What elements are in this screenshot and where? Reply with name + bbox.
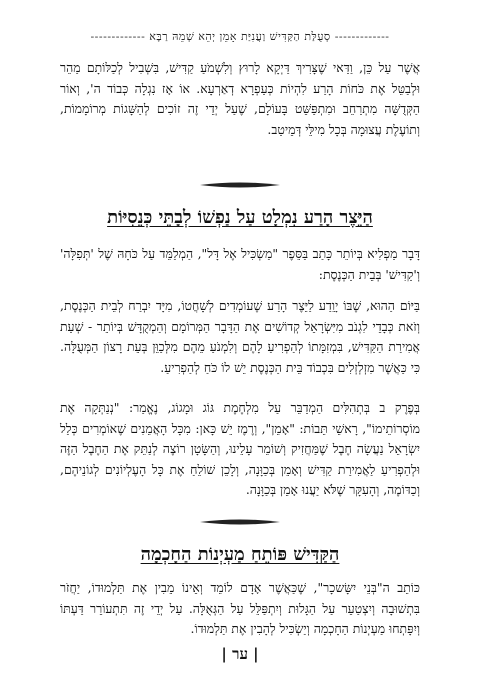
section-divider-2 (0, 518, 480, 526)
section1-paragraph: אֲשֶׁר עַל כֵּן, וַדַּאי שֶׁצָּרִיךְ דַּיְקָא לָרוּץ וְלִשְׁמֹעַ קַדִּישׁ, בִּשְׁבִיל לְכַלּוֹתָם מַהֵר וּלְבַטֵּל אֶת כֹּחוֹת הָרַע לִהְיוֹת כְּעַפְרָא דְאַרְעָא. אוֹ אָז נִגְלָה כְּבוֹד ה', וְאוֹר הַקְּדֻשָּׁה מִתְרַחֵב וּמִתְפַּשֵּׁט בָּעוֹלָם, שֶׁעַל יְדֵי זֶה זוֹכִים לְהַשָּׁגוֹת מְרוֹמָמוֹת, וְתוֹעֶלֶת עֲצוּמָה בְּכָל מִילֵּי דְּמֵיטַב. (60, 60, 420, 137)
divider-ornament-icon (200, 181, 280, 189)
section2-paragraph2: בַּיּוֹם הַהוּא, שֶׁבּוֹ יָוֵדַע לַיֵּצֶר הָרַע שֶׁעוֹמְדִים לְשָׁחֲטוֹ, מִיָּד יִבְרַח לְבֵית הַכְּנֶסֶת, וְזֹאת כְּבָדֵי לִגְנֹב מִיִּשְׂרָאֵל קְדוֹשִׁים אֶת הַדָּבָר הַמְּרוֹמָם וְהַמְקֻדָּשׁ בְּיוֹתֵר - שְׁעַת אֲמִירַת הַקַּדִּישׁ, בִּמְזִמָּתוֹ לְהַפְרִיעַ לָהֶם וְלִמְנֹעַ מֵהֶם מִלְּכַוֵּן בְּעֵת רָצוֹן הַמְּעֻלָּה. כִּי כַּאֲשֶׁר מִזְלְזְלִים בִּכְבוֹד בֵּית הַכְּנֶסֶת יֵשׁ לוֹ כֹּחַ לְהַפְרִיעַ. (60, 298, 420, 375)
running-header (58, 30, 422, 43)
header-rule-left: ------------- (90, 30, 146, 43)
divider-ornament-icon (200, 518, 280, 526)
section2-intro: דָּבָר מַפְלִיא בְּיוֹתֵר כָּתַב בַּסֵּפֶר "מַשְׂכִּיל אֶל דָּל", הַמְלַמֵּד עַל כֹּחָהּ שֶׁל 'תְּפִלָּה' וְ'קַדִּישׁ' בְּבֵית הַכְּנֶסֶת: (60, 246, 420, 282)
header-rule-right: ------------- (334, 30, 390, 43)
section3-paragraph: כּוֹתֵב ה"בְּנֵי יִשָּׂשכָר", שֶׁכַּאֲשֶׁר אָדָם לוֹמֵד וְאֵינוֹ מֵבִין אֶת תַּלְמוּדוֹ, יַחֲזֹר בִּתְשׁוּבָה וְיִצְטַעֵר עַל הַגָּלוּת וְיִתְפַּלֵּל עַל הַגְּאֻלָּה. עַל יְדֵי זֶה תִּתְעוֹרֵר דַּעְתּוֹ וְיִפָּתְחוּ מַעְיְנוֹת הַחָכְמָה וְיַשְׂכִּיל לְהָבִין אֶת תַּלְמוּדוֹ. (60, 580, 420, 636)
header-title: סְעֻלַּת הַקַּדִּישׁ וַעֲנִיַּת אָמֵן יְהֵא שְׁמֵהּ רַבָּא (149, 30, 331, 43)
section2-paragraph3: בְּפֶרֶק ב בְּתְהִלִּים הַמְדַבֵּר עַל מִלְחֶמֶת גּוֹג וּמָגוֹג, נֶאֱמַר: "נְנַתְּקָה אֶת מוֹסְרוֹתֵימוֹ", רָאשֵׁי תֵּבוֹת: "אָמֵן", וְרֶמֶז יֵשׁ כָּאן: מִכָּל הָאֲמֵנִים שֶׁאוֹמְרִים כְּלַל יִשְׂרָאֵל נַעֲשָׂה חֶבֶל שֶׁמַּחֲזִיק וְשׁוֹמֵר עָלֵינוּ, וְהַשָּׂטָן רוֹצֶה לְנַתֵּק אֶת הַחֶבֶל הַזֶּה וּלְהַפְרִיעַ לַאֲמִירַת קַדִּישׁ וְאָמֵן בְּכַוָּנָה, וְלָכֵן שׁוֹלֵחַ אֶת כָּל הָעֶלְיוֹנִים לְגוֹנֵיהֶם, וְכַדּוֹמֶה, וְהָעִקָּר שֶׁלֹּא יַעֲנוּ אָמֵן בְּכַוָּנָה. (60, 400, 420, 497)
section3-heading: הַקַּדִּישׁ פּוֹתֵחַ מַעְיְנוֹת הַחָכְמָה (140, 544, 340, 565)
page-number: | ער | (221, 645, 259, 663)
section-divider-1 (0, 181, 480, 189)
section2-heading: הַיֵּצֶר הָרַע נִמְלָט עַל נַפְשׁוֹ לְבָתֵּי כְּנֵסִיּוֹת (107, 207, 373, 228)
